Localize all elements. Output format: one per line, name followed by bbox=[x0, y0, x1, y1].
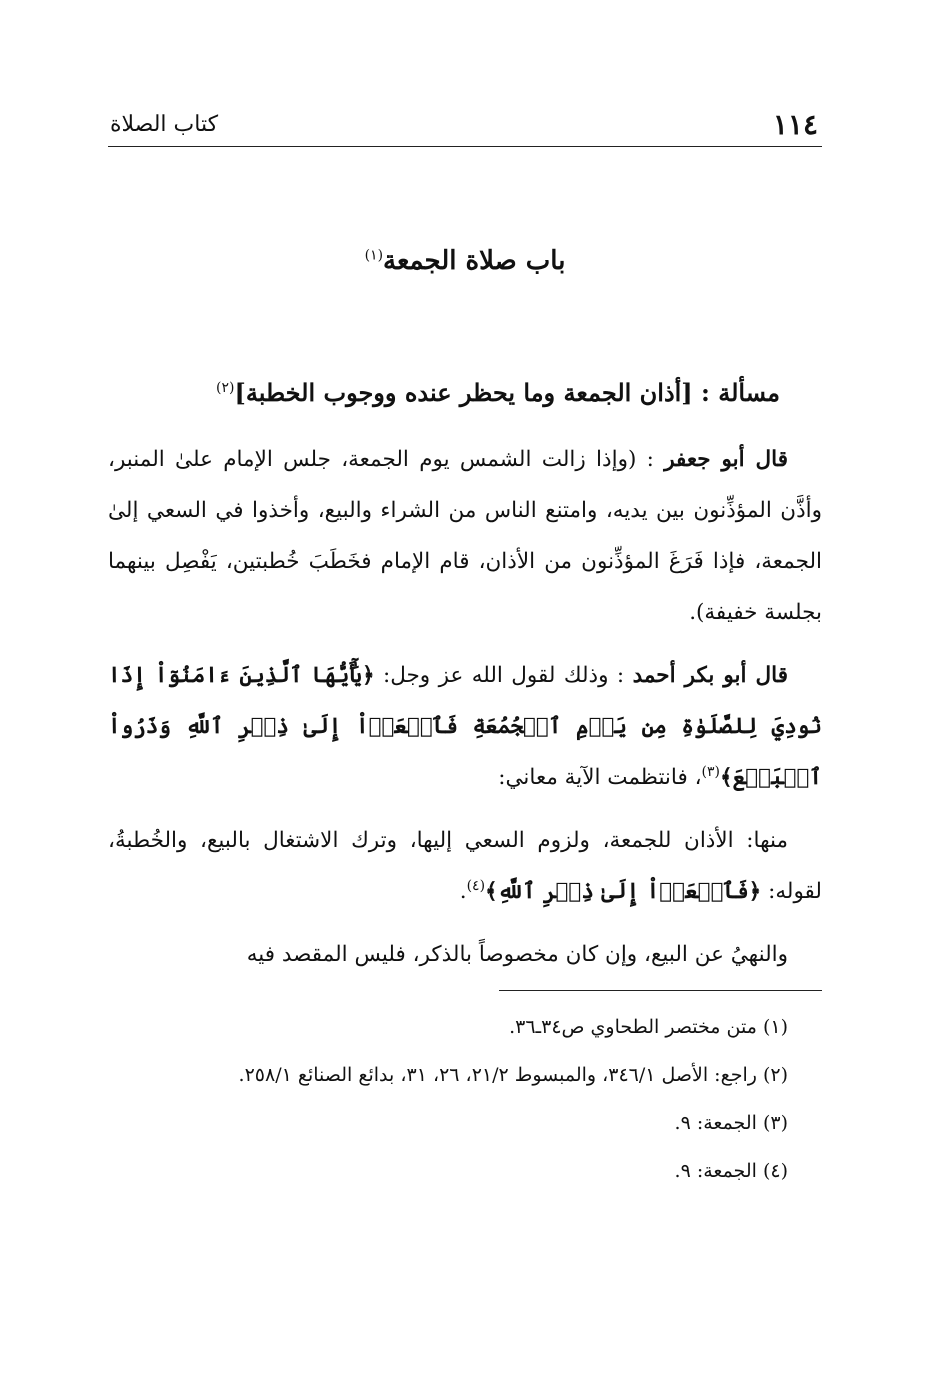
running-header bbox=[108, 104, 822, 147]
footnote-number: (٤) bbox=[762, 1160, 788, 1182]
footnote-item bbox=[108, 1008, 822, 1046]
paragraph-meanings bbox=[108, 815, 822, 917]
chapter-title bbox=[108, 246, 822, 276]
footnotes bbox=[108, 1008, 822, 1200]
footnote-ref-2: (٢) bbox=[216, 380, 235, 396]
book-title: كتاب الصلاة bbox=[110, 112, 219, 137]
footnote-number: (٣) bbox=[762, 1112, 788, 1134]
paragraph-abu-jafar bbox=[108, 434, 822, 638]
paragraph-text: . bbox=[459, 879, 467, 904]
issue-title: [أذان الجمعة وما يحظر عنده ووجوب الخطبة] bbox=[234, 378, 693, 407]
speaker-abu-jafar: قال أبو جعفر bbox=[664, 447, 788, 472]
footnote-text: الجمعة: ٩. bbox=[674, 1160, 763, 1182]
main-text bbox=[108, 434, 822, 992]
issue-label: مسألة bbox=[718, 378, 780, 407]
footnote-number: (٢) bbox=[762, 1064, 788, 1086]
footnote-text: راجع: الأصل ٣٤٦/١، والمبسوط ٢١/٢، ٢٦، ٣١، بدائع الصنائع ٢٥٨/١. bbox=[238, 1064, 763, 1086]
footnote-ref-4: (٤) bbox=[466, 877, 486, 894]
footnote-item bbox=[108, 1104, 822, 1142]
paragraph-prohibition bbox=[108, 929, 822, 980]
chapter-title-text: باب صلاة الجمعة bbox=[383, 246, 566, 276]
quran-verse: ﴿فَٱسۡعَوۡاْ إِلَىٰ ذِكۡرِ ٱللَّهِ﴾ bbox=[485, 879, 762, 904]
footnote-text: الجمعة: ٩. bbox=[674, 1112, 763, 1134]
page-number: ١١٤ bbox=[772, 108, 818, 141]
issue-heading bbox=[216, 378, 780, 407]
footnote-item bbox=[108, 1152, 822, 1190]
paragraph-text: ، فانتظمت الآية معاني: bbox=[498, 765, 702, 790]
paragraph-text: : (وإذا زالت الشمس يوم الجمعة، جلس الإمام علىٰ المنبر، وأذَّن المؤذِّنون بين يديه، وامتنع الناس من الشراء والبيع، وأخذوا في السعي إلىٰ الجمعة، فإذا فَرَغَ المؤذِّنون من الأذان، قام الإمام فخَطَبَ خُطبتين، يَفْصِل بينهما بجلسة خفيفة). bbox=[108, 447, 822, 625]
paragraph-text: : وذلك لقول الله عز وجل: bbox=[374, 663, 633, 688]
footnote-text: متن مختصر الطحاوي ص٣٤ـ٣٦. bbox=[509, 1016, 763, 1038]
footnote-item bbox=[108, 1056, 822, 1094]
footnote-ref-3: (٣) bbox=[701, 763, 720, 780]
footnote-divider bbox=[499, 990, 822, 991]
speaker-abu-bakr: قال أبو بكر أحمد bbox=[632, 663, 788, 688]
footnote-ref-1: (١) bbox=[364, 247, 384, 264]
issue-separator: : bbox=[692, 378, 719, 407]
quran-verse: ﴿يَٰٓأَيُّهَا ٱلَّذِينَ ءَامَنُوٓاْ إِذَا نُودِيَ لِلصَّلَوٰةِ مِن يَوۡمِ ٱلۡجُمُعَةِ فَٱسۡعَوۡاْ إِلَىٰ ذِكۡرِ ٱللَّهِ وَذَرُواْ ٱلۡبَيۡعَ﴾ bbox=[108, 663, 822, 790]
paragraph-text: والنهيُ عن البيع، وإن كان مخصوصاً بالذكر، فليس المقصد فيه bbox=[246, 942, 788, 967]
paragraph-text: منها: الأذان للجمعة، ولزوم السعي إليها، وترك الاشتغال بالبيع، والخُطبةُ، لقوله: bbox=[108, 828, 822, 904]
footnote-number: (١) bbox=[762, 1016, 788, 1038]
paragraph-abu-bakr bbox=[108, 650, 822, 803]
